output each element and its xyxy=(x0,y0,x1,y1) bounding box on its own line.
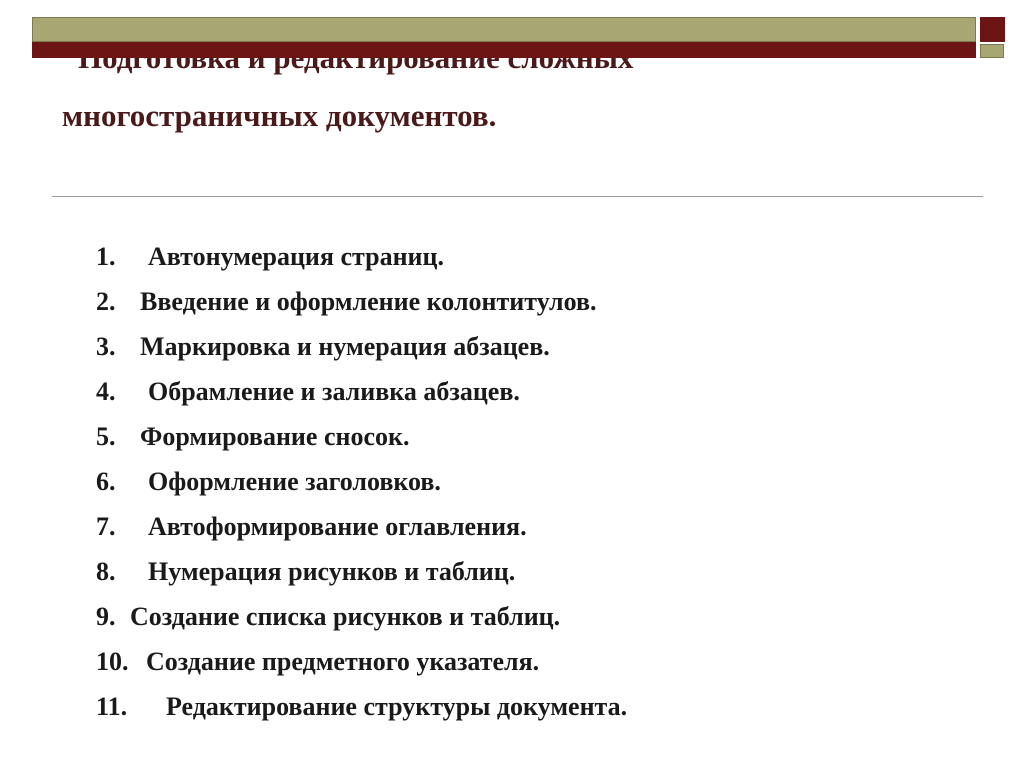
list-item-text: Введение и оформление колонтитулов. xyxy=(140,287,597,316)
list-item-number: 7. xyxy=(96,512,116,541)
list-item-number: 10. xyxy=(96,647,129,676)
list-item-number: 4. xyxy=(96,377,116,406)
header-square-maroon xyxy=(980,17,1005,42)
list-item-text: Оформление заголовков. xyxy=(148,467,441,496)
list-item-number: 11. xyxy=(96,692,128,721)
list-item xyxy=(96,414,627,459)
list-item xyxy=(96,279,627,324)
header-bar-olive xyxy=(32,17,976,42)
list-item-number: 2. xyxy=(96,287,116,316)
list-item xyxy=(96,594,627,639)
list-item-number: 9. xyxy=(96,602,116,631)
list-item-text: Редактирование структуры документа. xyxy=(166,692,628,721)
list-item-text: Автоформирование оглавления. xyxy=(148,512,527,541)
list-item xyxy=(96,549,627,594)
header-bar-maroon xyxy=(32,42,976,58)
list-item xyxy=(96,504,627,549)
list-item xyxy=(96,459,627,504)
header-square-olive xyxy=(980,44,1004,58)
list-item-text: Формирование сносок. xyxy=(140,422,410,451)
list-item-text: Автонумерация страниц. xyxy=(148,242,445,271)
list-item xyxy=(96,324,627,369)
title-divider xyxy=(52,196,983,197)
topic-list xyxy=(96,234,627,729)
list-item xyxy=(96,369,627,414)
list-item-number: 1. xyxy=(96,242,116,271)
list-item-text: Обрамление и заливка абзацев. xyxy=(148,377,520,406)
list-item-text: Создание предметного указателя. xyxy=(146,647,540,676)
list-item-text: Маркировка и нумерация абзацев. xyxy=(140,332,550,361)
list-item-text: Нумерация рисунков и таблиц. xyxy=(148,557,516,586)
slide-title-line-2: многостраничных документов. xyxy=(62,98,497,133)
list-item xyxy=(96,639,627,684)
list-item-text: Создание списка рисунков и таблиц. xyxy=(130,602,561,631)
list-item-number: 6. xyxy=(96,467,116,496)
list-item-number: 5. xyxy=(96,422,116,451)
list-item xyxy=(96,234,627,279)
list-item-number: 8. xyxy=(96,557,116,586)
list-item-number: 3. xyxy=(96,332,116,361)
list-item xyxy=(96,684,627,729)
